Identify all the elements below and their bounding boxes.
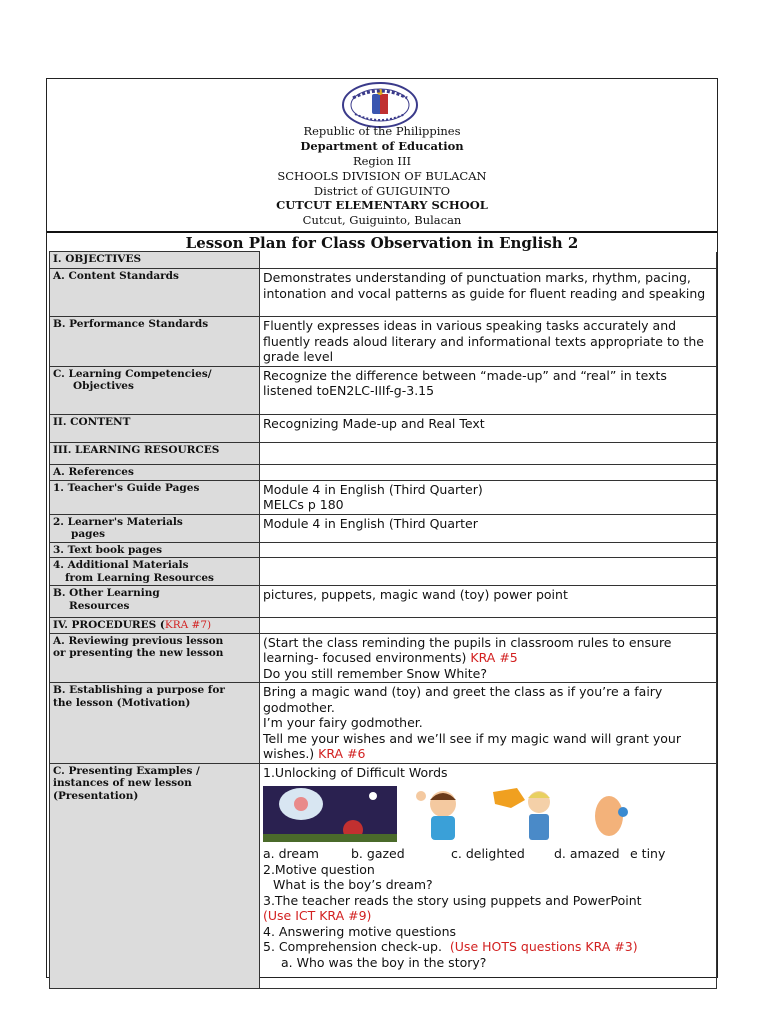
review-label: A. Reviewing previous lesson [53, 634, 224, 647]
learning-resources-label: III. LEARNING RESOURCES [50, 442, 260, 464]
table-row [50, 366, 717, 414]
table-row [50, 464, 717, 480]
header-division: SCHOOLS DIVISION OF BULACAN [277, 169, 487, 183]
table-row [50, 558, 717, 586]
additional-materials-label: 4. Additional Materials [53, 559, 189, 571]
table-row [50, 763, 717, 988]
purpose-kra: KRA #6 [318, 746, 366, 761]
table-row [50, 442, 717, 464]
present-step-1: 1.Unlocking of Difficult Words [263, 764, 448, 780]
table-row [50, 618, 717, 634]
tiny-object-icon [587, 786, 637, 842]
presenting-sub-label-2: (Presentation) [53, 789, 139, 802]
content-standards-label: A. Content Standards [50, 269, 260, 317]
motive-question: What is the boy’s dream? [273, 877, 433, 892]
purpose-value-1: Bring a magic wand (toy) and greet the class as if you’re a fairy godmother. [263, 684, 663, 715]
presenting-label: C. Presenting Examples / [53, 764, 200, 777]
procedures-kra: KRA #7) [164, 619, 212, 631]
option-d: d. amazed [554, 846, 620, 861]
comprehension-question-a: a. Who was the boy in the story? [281, 954, 487, 970]
purpose-label: B. Establishing a purpose for [53, 684, 225, 696]
learners-materials-value: Module 4 in English (Third Quarter [260, 514, 717, 542]
purpose-value-3: Tell me your wishes and we’ll see if my magic wand will grant your wishes.) [263, 730, 681, 761]
table-row [50, 252, 717, 269]
letterhead [47, 79, 717, 231]
review-kra: KRA #5 [470, 650, 518, 665]
presenting-sub-label: instances of new lesson [53, 777, 192, 789]
teachers-guide-value: Module 4 in English (Third Quarter) [263, 481, 483, 497]
option-c: c. delighted [451, 846, 525, 861]
page-title: Lesson Plan for Class Observation in English 2 [47, 231, 717, 253]
procedures-label: IV. PROCEDURES ( [53, 619, 165, 631]
gazed-boy-icon [413, 786, 473, 842]
header-address: Cutcut, Guiguinto, Bulacan [302, 213, 462, 227]
lesson-plan-page [46, 78, 718, 978]
objectives-label: I. OBJECTIVES [50, 252, 260, 269]
textbook-pages-label: 3. Text book pages [50, 542, 260, 558]
teachers-guide-melcs: MELCs p 180 [263, 497, 344, 512]
present-step-5: 5. Comprehension check-up. [263, 939, 442, 954]
competencies-label: C. Learning Competencies/ [53, 367, 212, 380]
table-row [50, 269, 717, 317]
table-row [50, 414, 717, 442]
present-step-4: 4. Answering motive questions [263, 923, 457, 939]
present-step-3-kra: (Use ICT KRA #9) [263, 908, 372, 923]
review-question: Do you still remember Snow White? [263, 665, 488, 681]
performance-standards-value: Fluently expresses ideas in various speaking tasks accurately and fluently reads aloud literary and informational texts appropriate to the grade level [260, 317, 717, 367]
table-row [50, 514, 717, 542]
header-region: Region III [352, 154, 412, 168]
additional-materials-sub-label: from Learning Resources [65, 571, 214, 584]
table-row [50, 317, 717, 367]
content-standards-value: Demonstrates understanding of punctuation marks, rhythm, pacing, intonation and vocal patterns as guide for fluent reading and speaking [260, 269, 717, 317]
option-b: b. gazed [351, 846, 405, 861]
header-republic: Republic of the Philippines [303, 124, 461, 138]
option-e: e tiny [630, 846, 666, 861]
header-department: Department of Education [300, 139, 464, 153]
table-row [50, 586, 717, 618]
references-label: A. References [50, 464, 260, 480]
competencies-value: Recognize the difference between “made-up” and “real” in texts [263, 367, 667, 383]
header-school: CUTCUT ELEMENTARY SCHOOL [276, 198, 488, 212]
option-a: a. dream [263, 846, 319, 861]
table-row [50, 542, 717, 558]
purpose-sub-label: the lesson (Motivation) [53, 696, 191, 709]
competencies-label-objectives: Objectives [73, 380, 134, 392]
present-step-3: 3.The teacher reads the story using puppets and PowerPoint [263, 892, 642, 908]
present-step-2: 2.Motive question [263, 861, 375, 877]
teachers-guide-label: 1. Teacher's Guide Pages [50, 480, 260, 514]
other-resources-sub-label: Resources [69, 599, 130, 612]
learners-materials-label: 2. Learner's Materials [53, 515, 183, 528]
present-step-5-kra: (Use HOTS questions KRA #3) [449, 939, 638, 954]
deped-seal-icon [341, 82, 419, 128]
table-row [50, 480, 717, 514]
other-resources-value: pictures, puppets, magic wand (toy) power point [260, 586, 717, 618]
performance-standards-label: B. Performance Standards [50, 317, 260, 367]
content-label: II. CONTENT [50, 414, 260, 442]
table-row [50, 683, 717, 764]
content-value: Recognizing Made-up and Real Text [260, 414, 717, 442]
review-value: (Start the class reminding the pupils in classroom rules to ensure learning- focused environments) [263, 634, 672, 665]
table-row [50, 633, 717, 683]
competencies-code: listened toEN2LC-IIIf-g-3.15 [263, 383, 435, 398]
vocabulary-pictures [263, 780, 713, 846]
dream-picture-icon [263, 786, 397, 842]
other-resources-label: B. Other Learning [53, 587, 160, 599]
learners-materials-pages-label: pages [71, 528, 106, 540]
purpose-value-2: I’m your fairy godmother. [263, 715, 423, 730]
delighted-boy-icon [489, 786, 569, 842]
lesson-plan-table [49, 251, 717, 989]
header-district: District of GUIGUINTO [313, 184, 451, 198]
review-sub-label: or presenting the new lesson [53, 647, 224, 659]
